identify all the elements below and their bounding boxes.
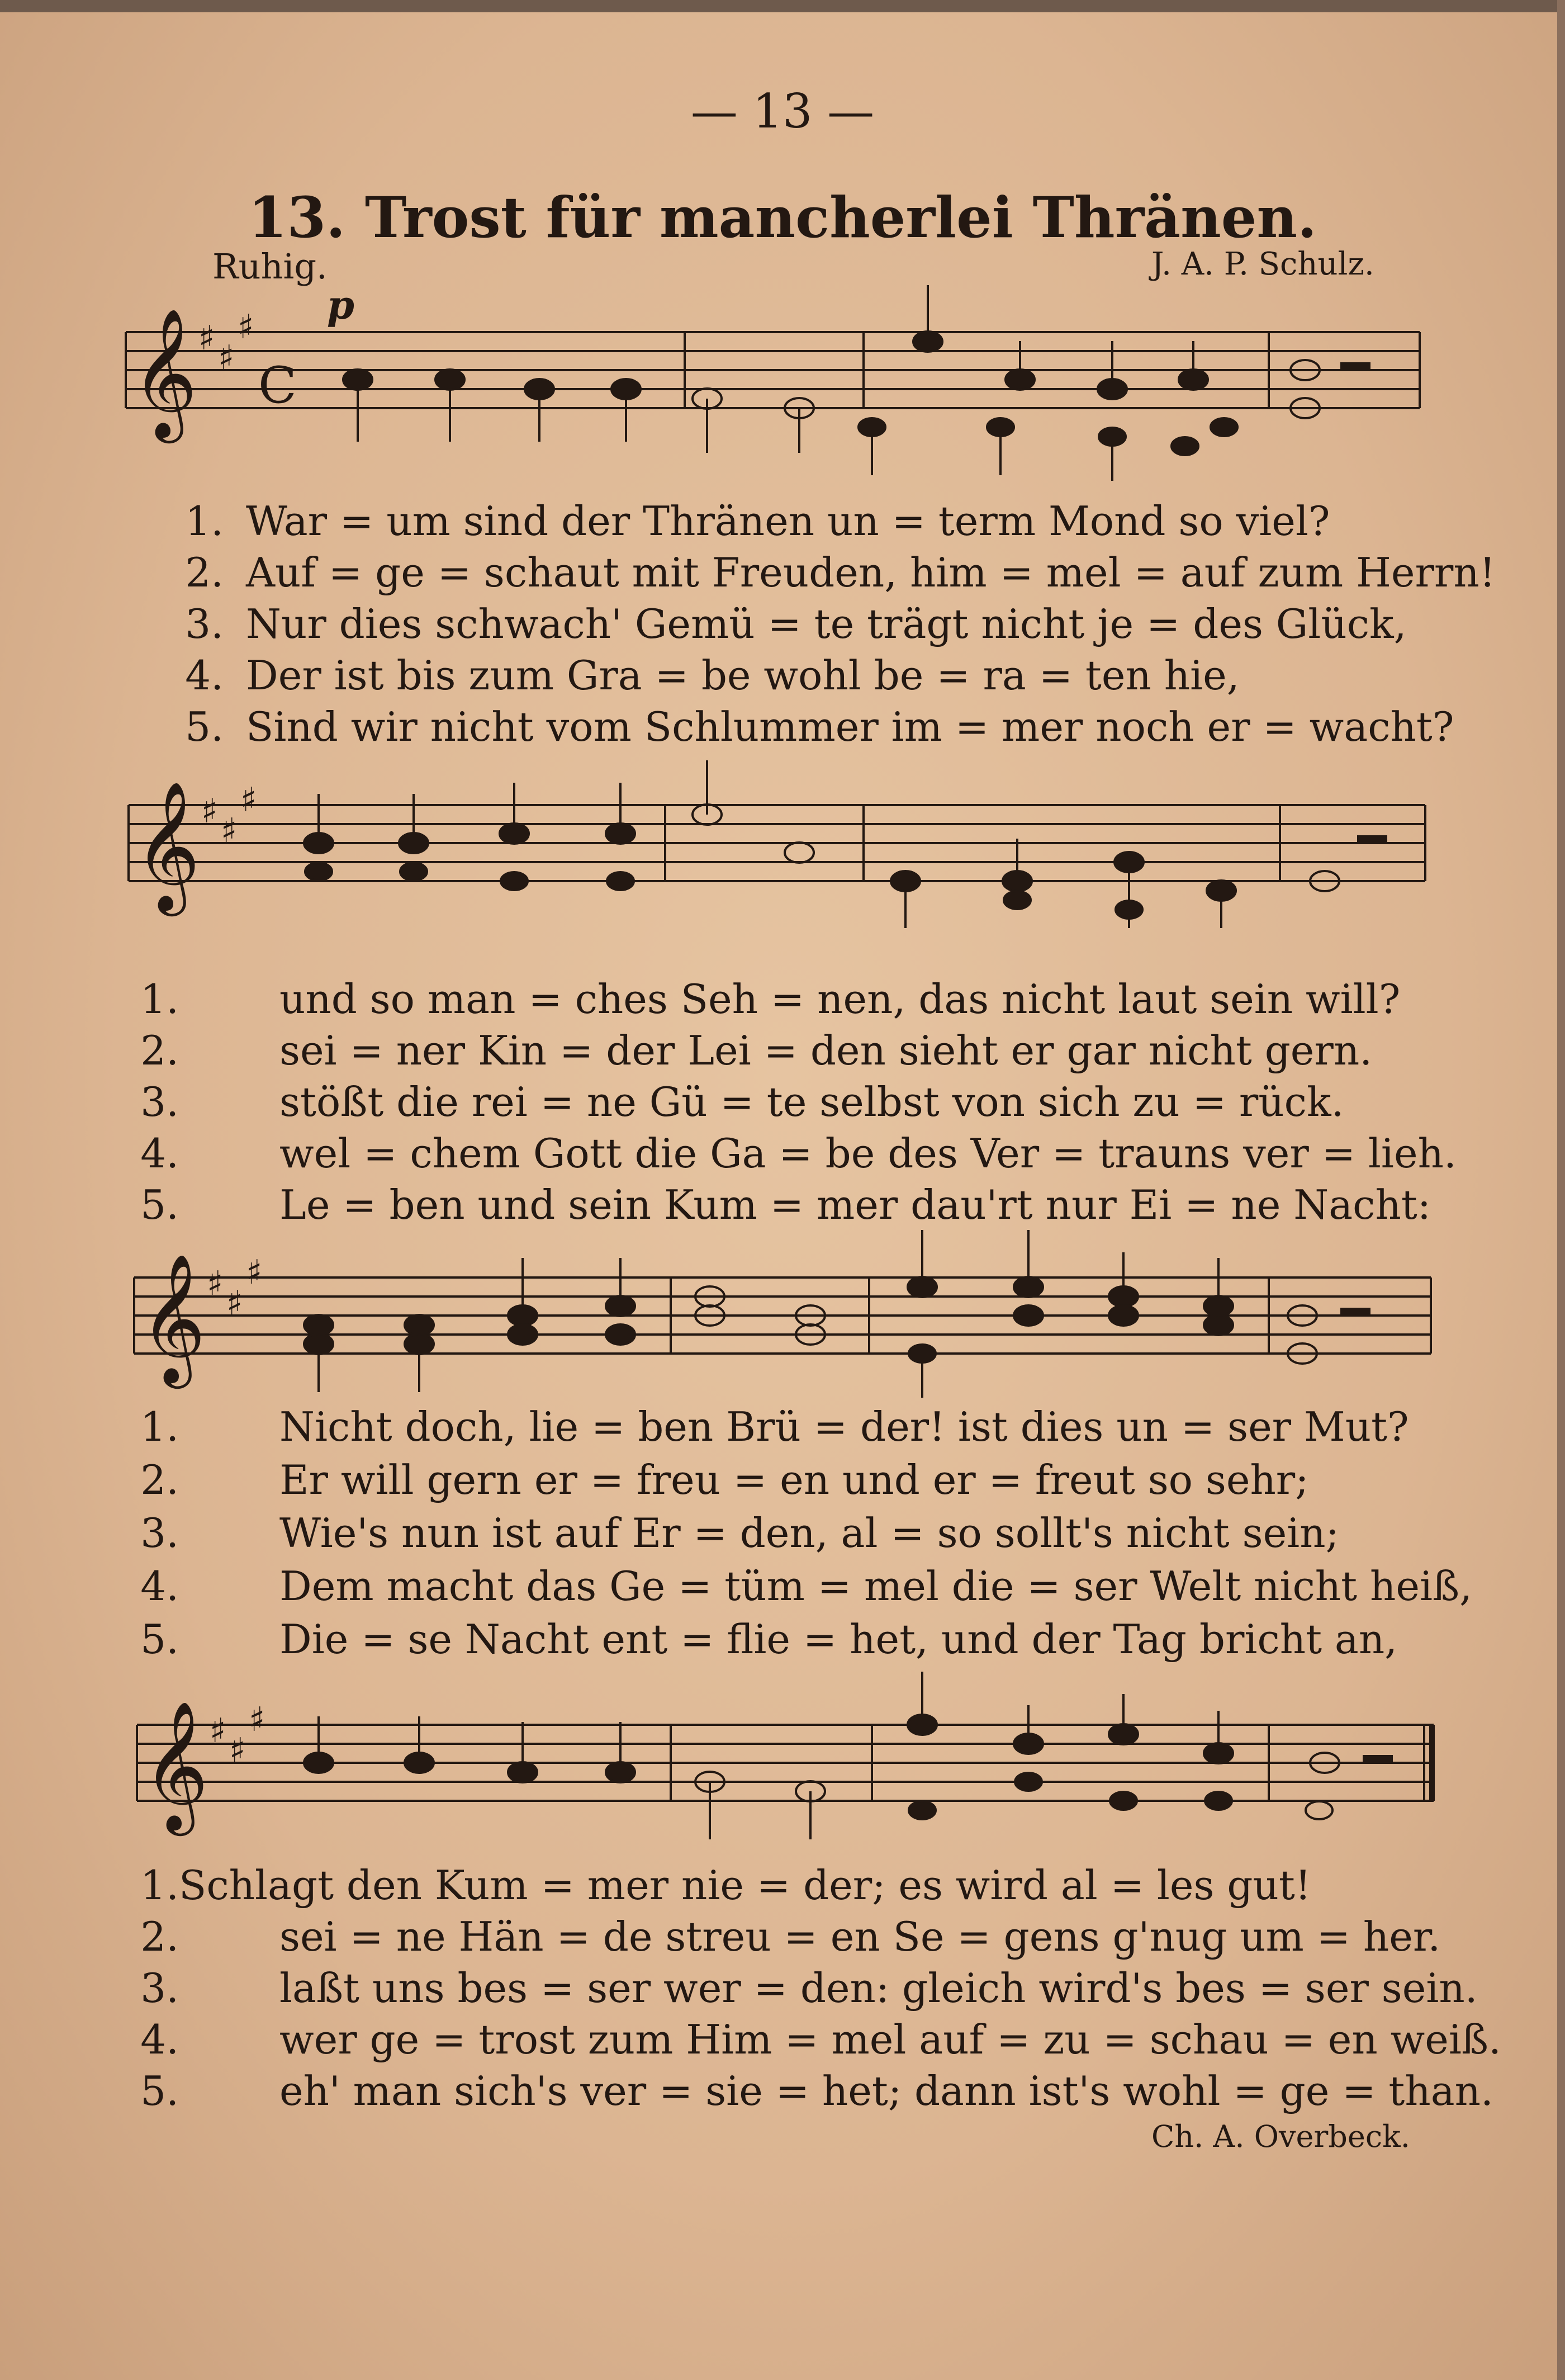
svg-text:♯: ♯	[198, 319, 215, 358]
svg-text:♯: ♯	[210, 1711, 226, 1750]
staff-lines-1	[126, 332, 1420, 408]
tempo-marking: Ruhig.	[212, 246, 328, 287]
svg-text:♯: ♯	[201, 792, 218, 831]
treble-clef-icon: 𝄞	[134, 780, 201, 911]
svg-text:♯: ♯	[238, 307, 254, 347]
svg-text:♯: ♯	[229, 1731, 246, 1770]
key-signature-sharps-4	[210, 1700, 265, 1770]
treble-clef-icon: 𝄞	[131, 307, 198, 438]
svg-text:♯: ♯	[249, 1700, 265, 1739]
key-signature-sharps-1	[198, 307, 254, 377]
treble-clef-icon: 𝄞	[140, 1253, 206, 1383]
page-edge-top	[0, 0, 1565, 12]
staff-lines-2	[129, 805, 1425, 881]
svg-text:♯: ♯	[218, 338, 235, 377]
svg-text:♯: ♯	[207, 1264, 224, 1303]
time-signature-c: C	[258, 356, 297, 415]
notes-system-2	[304, 760, 1386, 928]
hymn-page: — 13 — 13. Trost für mancherlei Thränen. Ruhig. J. A. P. Schulz. 𝄞 ♯ ♯ ♯ C p 1. War = um sind der Thränen un = term Mond so viel? 2. Auf = ge = schaut mit Freuden, him = mel = auf zum Herrn! 3. Nur dies schwach' Gemü = te trägt nicht je = des Glück, 4. Der ist bis zum Gra = be wohl be = ra = ten hie, 5. Sind wir nicht vom Schlummer im = mer noch er = wacht? 𝄞 ♯ ♯ ♯ 1. und so man = ches Seh = nen, das nicht laut sein will? 2. sei = ner Kin = der Lei = den sieht er gar nicht gern. 3. stößt die rei = ne Gü = te selbst von sich zu = rück. 4. wel = chem Gott die Ga = be des Ver = trauns ver = lieh. 5. Le = ben und sein Kum = mer dau'rt nur Ei = ne Nacht: 𝄞 ♯ ♯ ♯ 1. Nicht doch, lie = ben Brü = der! ist dies un = ser Mut? 2. Er will gern er = freu = en und er = freut so sehr; 3. Wie's nun ist auf Er = den, al = so sollt's nicht sein; 4. Dem macht das Ge = tüm = mel die = ser Welt nicht heiß, 5. Die = se Nacht ent = flie = het, und der Tag bricht an, 𝄞 ♯ ♯ ♯ 1. Schlagt den Kum = mer nie = der; es wird al = les gut! 2. sei = ne Hän = de streu = en Se = gens g'nug um = her. 3. laßt uns bes = ser wer = den: gleich wird's bes = ser sein. 4. wer ge = trost zum Him = mel auf = zu = schau = en weiß. 5. eh' man sich's ver = sie = het; dann ist's wohl = ge = than. Ch. A. Overbeck.	[0, 0, 1565, 2380]
page-edge-right	[1557, 0, 1565, 2380]
page-number: — 13 —	[690, 84, 875, 139]
hymn-title: 13. Trost für mancherlei Thränen.	[248, 184, 1317, 250]
key-signature-sharps-3	[207, 1253, 262, 1323]
notes-system-4	[304, 1672, 1392, 1839]
key-signature-sharps-2	[201, 780, 257, 850]
svg-text:♯: ♯	[221, 811, 238, 850]
svg-text:♯: ♯	[240, 780, 257, 820]
notes-system-3	[304, 1230, 1369, 1398]
svg-text:♯: ♯	[226, 1284, 243, 1323]
treble-clef-icon: 𝄞	[143, 1700, 209, 1830]
svg-text:♯: ♯	[246, 1253, 263, 1292]
lyricist-credit: Ch. A. Overbeck.	[1151, 2119, 1410, 2154]
dynamic-marking: p	[327, 282, 354, 328]
notes-system-1	[343, 285, 1369, 481]
staff-lines-3	[134, 1277, 1431, 1354]
staff-lines-4	[137, 1725, 1434, 1801]
composer-credit: J. A. P. Schulz.	[1151, 246, 1374, 282]
